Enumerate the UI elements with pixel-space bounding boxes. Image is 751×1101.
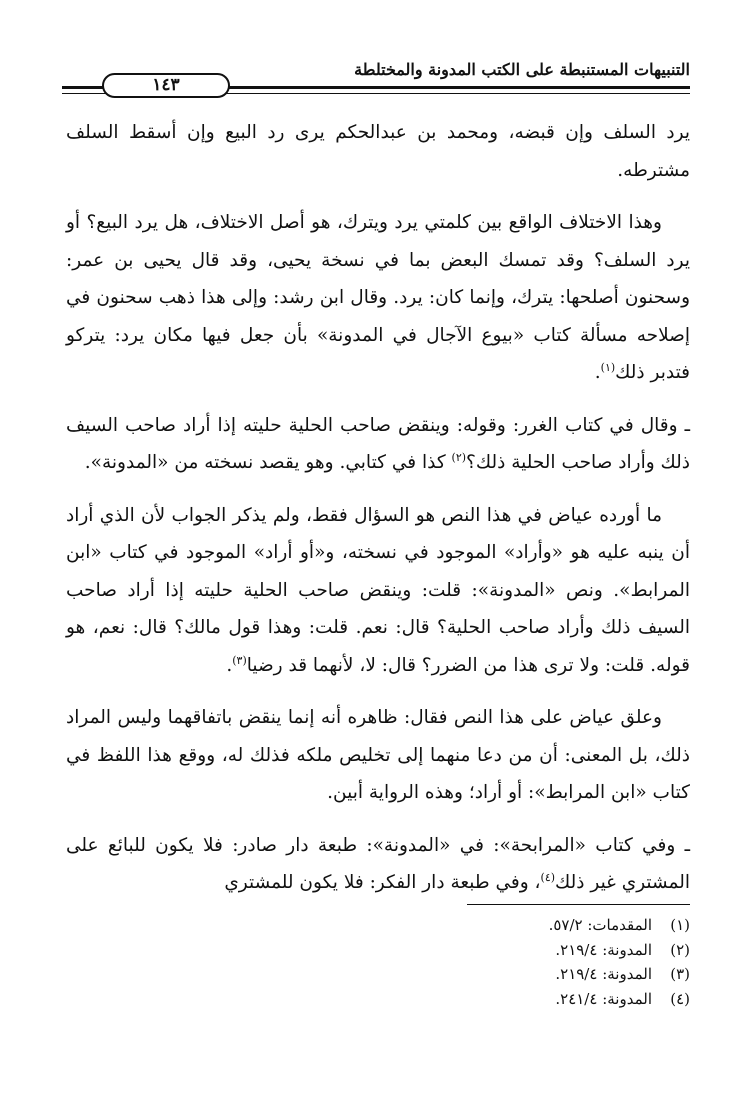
paragraph-text: ـ وقال في كتاب الغرر: وقوله: وينقض صاحب الحلية حليته إذا أراد صاحب السيف ذلك وأراد صاحب الحلية ذلك؟ (66, 414, 690, 473)
running-title: التنبيهات المستنبطة على الكتب المدونة والمختلطة (354, 60, 690, 79)
footnote (390, 913, 690, 938)
paragraph (66, 827, 690, 902)
footnote (390, 962, 690, 987)
footnote-text: المقدمات: ٥٧/٢. (548, 916, 652, 934)
paragraph-text-tail: كذا في كتابي. وهو يقصد نسخته من «المدونة». (84, 452, 452, 473)
footnote-ref: (١) (600, 360, 616, 374)
footnote-number: (٤) (670, 989, 690, 1008)
paragraph-text-tail: ، وفي طبعة دار الفكر: فلا يكون للمشتري (224, 872, 541, 893)
page-header (62, 60, 690, 110)
paragraph (66, 204, 690, 392)
footnote-number: (١) (670, 916, 690, 934)
footnote-text: المدونة: ٢١٩/٤. (555, 965, 652, 983)
paragraph (66, 497, 690, 685)
footnote-ref: (٣) (232, 653, 247, 667)
footnote (390, 938, 690, 963)
paragraph (66, 699, 690, 812)
paragraph-text: وهذا الاختلاف الواقع بين كلمتي يرد ويترك، هو أصل الاختلاف، هل يرد البيع؟ أو يرد السلف؟ وقد تمسك البعض بما في نسخة يحيى، وقد قال يحيى بن عمر: وسحنون أصلحها: يترك، وإنما كان: يرد. وقال ابن رشد: وإلى هذا ذهب سحنون في إصلاحه مسألة كتاب «بيوع الآجال في المدونة» بأن جعل فيها مكان يرد: يتركو فتدبر ذلك (66, 212, 690, 383)
paragraph-text: ما أورده عياض في هذا النص هو السؤال فقط، ولم يذكر الجواب لأن الذي أراد أن ينبه عليه هو «وأراد» الموجود في نسخته، و«أو أراد» الموجود في كتاب «ابن المرابط». ونص «المدونة»: قلت: وينقض صاحب الحلية حليته إذا أراد صاحب السيف ذلك وأراد صاحب الحلية؟ قال: نعم. قلت: وهذا قول مالك؟ قال: نعم، هو قوله. قلت: ولا ترى هذا من الضرر؟ قال: لا، لأنهما قد رضيا (66, 504, 690, 676)
footnotes (390, 913, 690, 1011)
paragraph-text: يرد السلف وإن قبضه، ومحمد بن عبدالحكم يرى رد البيع وإن أسقط السلف مشترطه. (66, 122, 690, 181)
paragraph-text: وعلق عياض على هذا النص فقال: ظاهره أنه إنما ينقض باتفاقهما وليس المراد ذلك، بل المعنى: أن من دعا منهما إلى تخليص ملكه فذلك له، ووقع هذا اللفظ في كتاب «ابن المرابط»: أو أراد؛ وهذه الرواية أبين. (66, 707, 690, 803)
footnote-text: المدونة: ٢١٩/٤. (555, 940, 652, 959)
footnote-ref: (٤) (540, 870, 556, 884)
paragraph-text-tail: . (594, 362, 601, 383)
paragraph (66, 407, 690, 482)
body-text (66, 114, 690, 917)
footnote-separator (467, 904, 690, 905)
footnote-number: (٣) (670, 965, 690, 983)
footnote-ref: (٢) (451, 450, 467, 464)
paragraph (66, 114, 690, 189)
page-number: ١٤٣ (102, 73, 230, 98)
footnote-text: المدونة: ٢٤١/٤. (555, 989, 652, 1008)
footnote-number: (٢) (670, 940, 690, 959)
footnote (390, 987, 690, 1012)
paragraph-text: ـ وفي كتاب «المرابحة»: في «المدونة»: طبعة دار صادر: فلا يكون للبائع على المشتري غير ذلك (66, 834, 690, 893)
paragraph-text-tail: . (226, 654, 233, 676)
